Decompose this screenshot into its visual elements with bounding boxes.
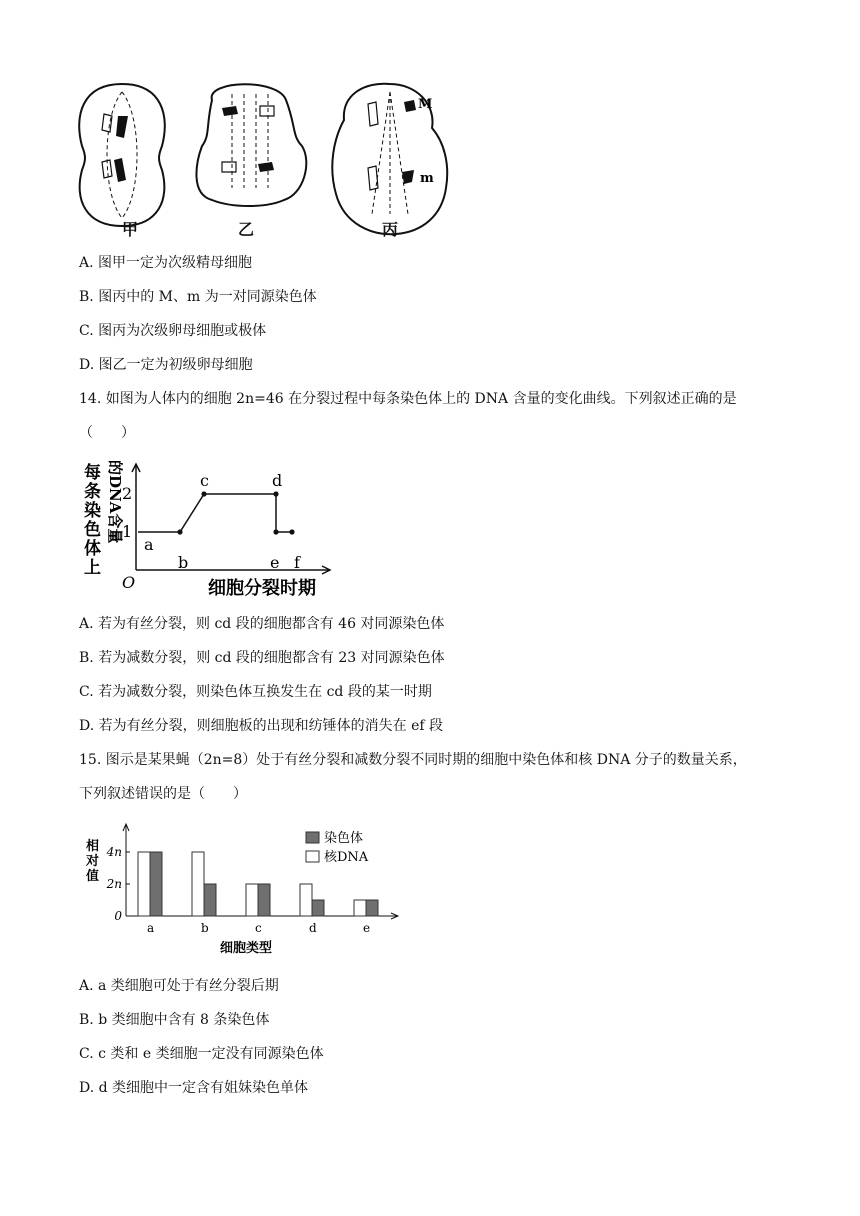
- bar-d-dna: [300, 884, 312, 916]
- q15-option-c: C. c 类和 e 类细胞一定没有同源染色体: [79, 1046, 324, 1062]
- y-axis-label-char: 值: [86, 869, 100, 884]
- data-point-b: [177, 529, 182, 534]
- q14-stem-bracket: （ ）: [79, 425, 135, 441]
- y-tick-label: 2n: [106, 877, 122, 891]
- data-point-e: [273, 529, 278, 534]
- bar-c-chromosome: [258, 884, 270, 916]
- q13-option-d: D. 图乙一定为初级卵母细胞: [79, 357, 253, 373]
- gene-label-M: M: [418, 97, 433, 112]
- cell-label-jia: 甲: [122, 220, 139, 239]
- q13-option-b: B. 图丙中的 M、m 为一对同源染色体: [79, 289, 317, 305]
- category-label-e: e: [363, 921, 371, 935]
- bar-e-dna: [354, 900, 366, 916]
- y-axis-label-char: 上: [84, 558, 101, 578]
- q14-option-d: D. 若为有丝分裂，则细胞板的出现和纺锤体的消失在 ef 段: [79, 718, 443, 734]
- q15-option-a: A. a 类细胞可处于有丝分裂后期: [79, 978, 279, 994]
- legend-label-dna: 核DNA: [324, 850, 369, 865]
- point-label-a: a: [144, 535, 154, 554]
- dna-content-series-line: [138, 494, 292, 532]
- legend-swatch-dna: [306, 851, 319, 862]
- q15-stem: 15. 图示是某果蝇（2n=8）处于有丝分裂和减数分裂不同时期的细胞中染色体和核 DNA 分子的数量关系，: [79, 752, 747, 768]
- category-label-b: b: [201, 921, 209, 935]
- cell-label-yi: 乙: [238, 220, 255, 239]
- category-label-a: a: [147, 921, 155, 935]
- cell-jia-outline: [79, 84, 165, 226]
- q13-option-a: A. 图甲一定为次级精母细胞: [79, 255, 253, 271]
- category-label-d: d: [309, 921, 317, 935]
- y-tick-label: 4n: [106, 845, 122, 859]
- q14-option-a: A. 若为有丝分裂，则 cd 段的细胞都含有 46 对同源染色体: [79, 616, 445, 632]
- chromosome-dna-bar-chart: [80, 820, 410, 960]
- bar-a-dna: [138, 852, 150, 916]
- cell-yi-outline: [196, 84, 306, 206]
- y-tick-label: 1: [122, 522, 133, 541]
- dna-content-line-chart: [80, 458, 340, 598]
- point-label-c: c: [200, 471, 209, 490]
- bar-e-chromosome: [366, 900, 378, 916]
- point-label-f: f: [294, 553, 300, 572]
- y-tick-label: 0: [114, 909, 122, 923]
- y-axis-label-char: 对: [86, 854, 100, 869]
- y-axis-label-char: 色: [84, 520, 101, 540]
- point-label-d: d: [272, 471, 283, 490]
- q15-option-b: B. b 类细胞中含有 8 条染色体: [79, 1012, 270, 1028]
- y-axis-label-char: 相: [86, 839, 100, 854]
- bar-c-dna: [246, 884, 258, 916]
- q15-stem-line2: 下列叙述错误的是（ ）: [79, 786, 247, 802]
- q14-stem: 14. 如图为人体内的细胞 2n=46 在分裂过程中每条染色体上的 DNA 含量的变化曲线。下列叙述正确的是: [79, 391, 737, 407]
- x-axis-label: 细胞类型: [220, 941, 273, 956]
- y-axis-label-char: 染: [84, 501, 101, 521]
- q15-option-d: D. d 类细胞中一定含有姐妹染色单体: [79, 1080, 309, 1096]
- point-label-e: e: [270, 553, 280, 572]
- bar-a-chromosome: [150, 852, 162, 916]
- origin-label: O: [122, 573, 136, 592]
- y-axis-label-right: 的DNA含量: [106, 460, 124, 544]
- legend-label-chromosome: 染色体: [324, 831, 364, 846]
- data-point-d: [273, 491, 278, 496]
- data-point-f: [289, 529, 294, 534]
- bar-d-chromosome: [312, 900, 324, 916]
- category-label-c: c: [255, 921, 262, 935]
- bar-b-chromosome: [204, 884, 216, 916]
- y-axis-label-char: 体: [84, 539, 101, 559]
- y-tick-label: 2: [122, 484, 133, 503]
- x-axis-label: 细胞分裂时期: [208, 578, 316, 598]
- legend-swatch-chromosome: [306, 832, 319, 843]
- q14-option-b: B. 若为减数分裂，则 cd 段的细胞都含有 23 对同源染色体: [79, 650, 445, 666]
- bar-b-dna: [192, 852, 204, 916]
- cell-label-bing: 丙: [382, 220, 399, 239]
- cell-division-figure: [72, 76, 452, 244]
- q14-option-c: C. 若为减数分裂，则染色体互换发生在 cd 段的某一时期: [79, 684, 432, 700]
- gene-label-m: m: [420, 171, 434, 186]
- y-axis-label-char: 每: [84, 463, 101, 483]
- data-point-c: [201, 491, 206, 496]
- y-axis-label-char: 条: [84, 482, 101, 502]
- q13-option-c: C. 图丙为次级卵母细胞或极体: [79, 323, 267, 339]
- point-label-b: b: [178, 553, 189, 572]
